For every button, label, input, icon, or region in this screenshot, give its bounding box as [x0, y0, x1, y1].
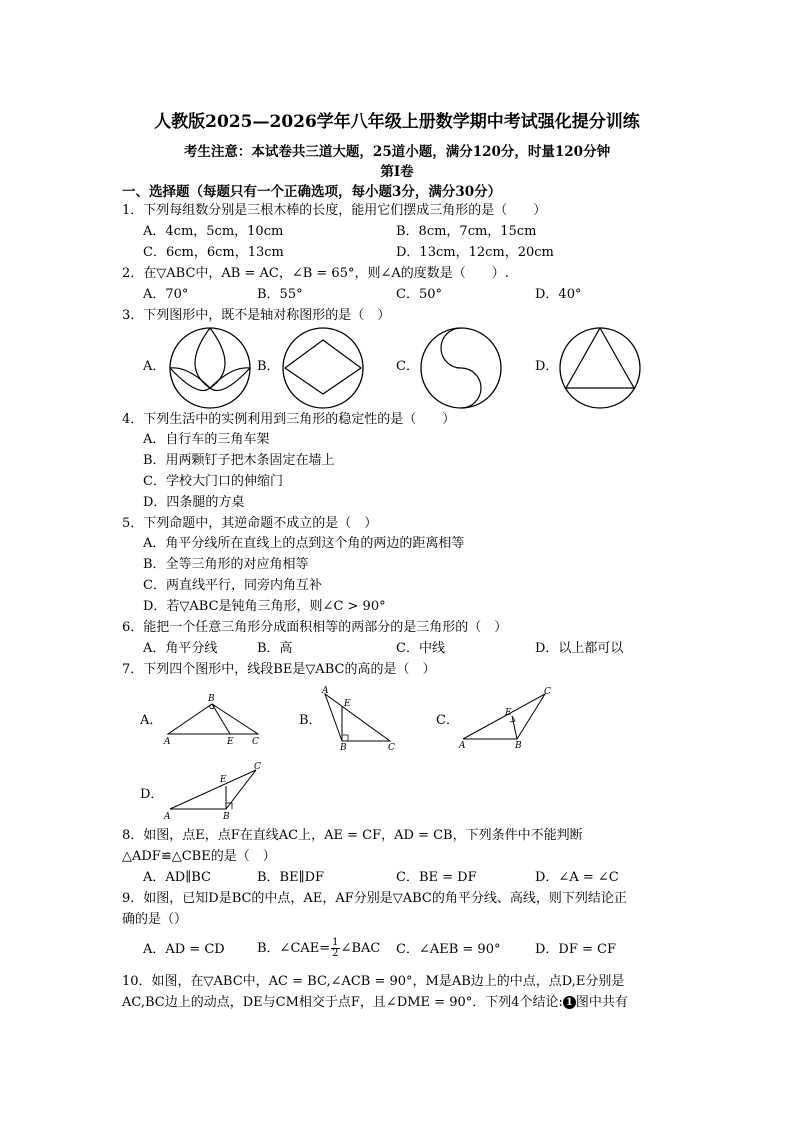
q3-figure-d — [558, 326, 642, 410]
q6-option-c[interactable]: C．中线 — [396, 641, 445, 656]
q2-option-c[interactable]: C．50° — [396, 287, 442, 302]
q3-figure-c — [419, 326, 503, 410]
q7c-label-e: E — [505, 708, 512, 718]
q3-option-b[interactable]: B． — [257, 359, 280, 374]
section-heading: 一、选择题（每题只有一个正确选项，每小题3分，满分30分） — [122, 184, 502, 200]
q1-option-d[interactable]: D．13cm，12cm，20cm — [396, 245, 554, 260]
q9-fraction-num: 1 — [332, 937, 339, 948]
q1-option-b[interactable]: B．8cm，7cm，15cm — [396, 224, 537, 239]
q9-option-c[interactable]: C．∠AEB = 90° — [396, 942, 501, 957]
q7a-label-e: E — [227, 737, 234, 747]
q4-stem: 4．下列生活中的实例利用到三角形的稳定性的是（ ） — [122, 412, 456, 427]
page-title: 人教版2025—2026学年八年级上册数学期中考试强化提分训练 — [154, 112, 640, 132]
volume-label: 第Ⅰ卷 — [380, 164, 414, 180]
q9-option-a[interactable]: A．AD = CD — [143, 942, 225, 957]
q7d-label-b: B — [223, 812, 230, 822]
q7a-label-c: C — [252, 737, 259, 747]
q7-figure-a — [160, 692, 270, 748]
exam-notice: 考生注意：本试卷共三道大题，25道小题，满分120分，时量120分钟 — [183, 144, 611, 160]
q10-line1: 10．如图，在▽ABC中，AC = BC,∠ACB = 90°，M是AB边上的中点，点D,E分别是 — [122, 974, 625, 989]
q7-option-b[interactable]: B． — [299, 713, 322, 728]
q10-line2-text: AC,BC边上的动点，DE与CM相交于点F，且∠DME = 90°．下列4个结论: — [122, 995, 563, 1010]
q7-figure-d — [160, 758, 270, 824]
q2-option-d[interactable]: D．40° — [535, 287, 582, 302]
q9-stem-line1: 9．如图，已知D是BC的中点，AE，AF分别是▽ABC的角平分线、高线，则下列结论正 — [122, 891, 627, 906]
q7a-label-a: A — [164, 737, 171, 747]
q7c-label-a: A — [459, 741, 466, 751]
q1-option-c[interactable]: C．6cm，6cm，13cm — [143, 245, 284, 260]
q9-option-b-post: ∠BAC — [340, 941, 381, 956]
q8-option-d[interactable]: D．∠A = ∠C — [535, 870, 619, 885]
q7c-label-c: C — [544, 687, 551, 697]
q4-option-c[interactable]: C．学校大门口的伸缩门 — [143, 474, 283, 489]
q2-option-a[interactable]: A．70° — [143, 287, 189, 302]
q7-figure-c — [455, 684, 559, 754]
circled-number-icon: 1 — [563, 996, 576, 1009]
q9-fraction — [331, 938, 339, 959]
q9-option-b-pre: B．∠CAE= — [257, 941, 331, 956]
q8-option-b[interactable]: B．BE∥DF — [257, 870, 325, 885]
q7b-label-a: A — [322, 686, 329, 696]
q8-option-c[interactable]: C．BE = DF — [396, 870, 477, 885]
q7b-label-e: E — [344, 699, 351, 709]
q5-option-b[interactable]: B．全等三角形的对应角相等 — [143, 557, 309, 572]
q3-option-d[interactable]: D． — [535, 359, 559, 374]
q6-option-a[interactable]: A．角平分线 — [143, 641, 218, 656]
q5-option-c[interactable]: C．两直线平行，同旁内角互补 — [143, 578, 322, 593]
q1-option-a[interactable]: A．4cm，5cm，10cm — [143, 224, 284, 239]
q9-option-b[interactable] — [257, 935, 380, 963]
q3-option-c[interactable]: C． — [396, 359, 419, 374]
q8-stem-line1: 8．如图，点E，点F在直线AC上，AE = CF，AD = CB，下列条件中不能判断 — [122, 828, 583, 843]
q7-figure-b — [318, 684, 402, 754]
q7-option-c[interactable]: C． — [436, 713, 459, 728]
q2-stem: 2．在▽ABC中，AB = AC，∠B = 65°，则∠A的度数是（ ）. — [122, 266, 509, 281]
q7b-label-c: C — [388, 743, 395, 753]
q5-stem: 5．下列命题中，其逆命题不成立的是（ ） — [122, 516, 378, 531]
q7c-label-b: B — [515, 741, 522, 751]
q10-line2-end: 图中共有 — [575, 995, 628, 1010]
q4-option-d[interactable]: D．四条腿的方桌 — [143, 495, 245, 510]
q9-stem-line2: 确的是（） — [122, 912, 188, 927]
q3-figure-a — [168, 326, 252, 410]
q3-option-a[interactable]: A． — [143, 359, 166, 374]
q7b-label-b: B — [340, 743, 347, 753]
q3-figure-b — [281, 326, 365, 410]
q5-option-a[interactable]: A．角平分线所在直线上的点到这个角的两边的距离相等 — [143, 536, 465, 551]
q9-option-d[interactable]: D．DF = CF — [535, 942, 616, 957]
q6-option-b[interactable]: B．高 — [257, 641, 293, 656]
q7-option-a[interactable]: A． — [140, 713, 163, 728]
q7-stem: 7．下列四个图形中，线段BE是▽ABC的高的是（ ） — [122, 662, 436, 677]
q7a-label-b: B — [208, 694, 215, 704]
q7d-label-a: A — [164, 812, 171, 822]
q4-option-a[interactable]: A．自行车的三角车架 — [143, 432, 270, 447]
q9-fraction-den: 2 — [332, 948, 339, 959]
q2-option-b[interactable]: B．55° — [257, 287, 303, 302]
q5-option-d[interactable]: D．若▽ABC是钝角三角形，则∠C > 90° — [143, 599, 386, 614]
q7d-label-e: E — [220, 775, 227, 785]
q4-option-b[interactable]: B．用两颗钉子把木条固定在墙上 — [143, 453, 335, 468]
q6-stem: 6．能把一个任意三角形分成面积相等的两部分的是三角形的（ ） — [122, 620, 508, 635]
q3-stem: 3．下列图形中，既不是轴对称图形的是（ ） — [122, 308, 391, 323]
q1-stem: 1．下列每组数分别是三根木棒的长度，能用它们摆成三角形的是（ ） — [122, 203, 547, 218]
q7-option-d[interactable]: D． — [140, 787, 164, 802]
q10-line2 — [122, 994, 628, 1011]
q6-option-d[interactable]: D．以上都可以 — [535, 641, 624, 656]
q8-option-a[interactable]: A．AD∥BC — [143, 870, 211, 885]
q8-stem-line2: △ADF≌△CBE的是（ ） — [122, 849, 276, 864]
q7d-label-c: C — [254, 762, 261, 772]
